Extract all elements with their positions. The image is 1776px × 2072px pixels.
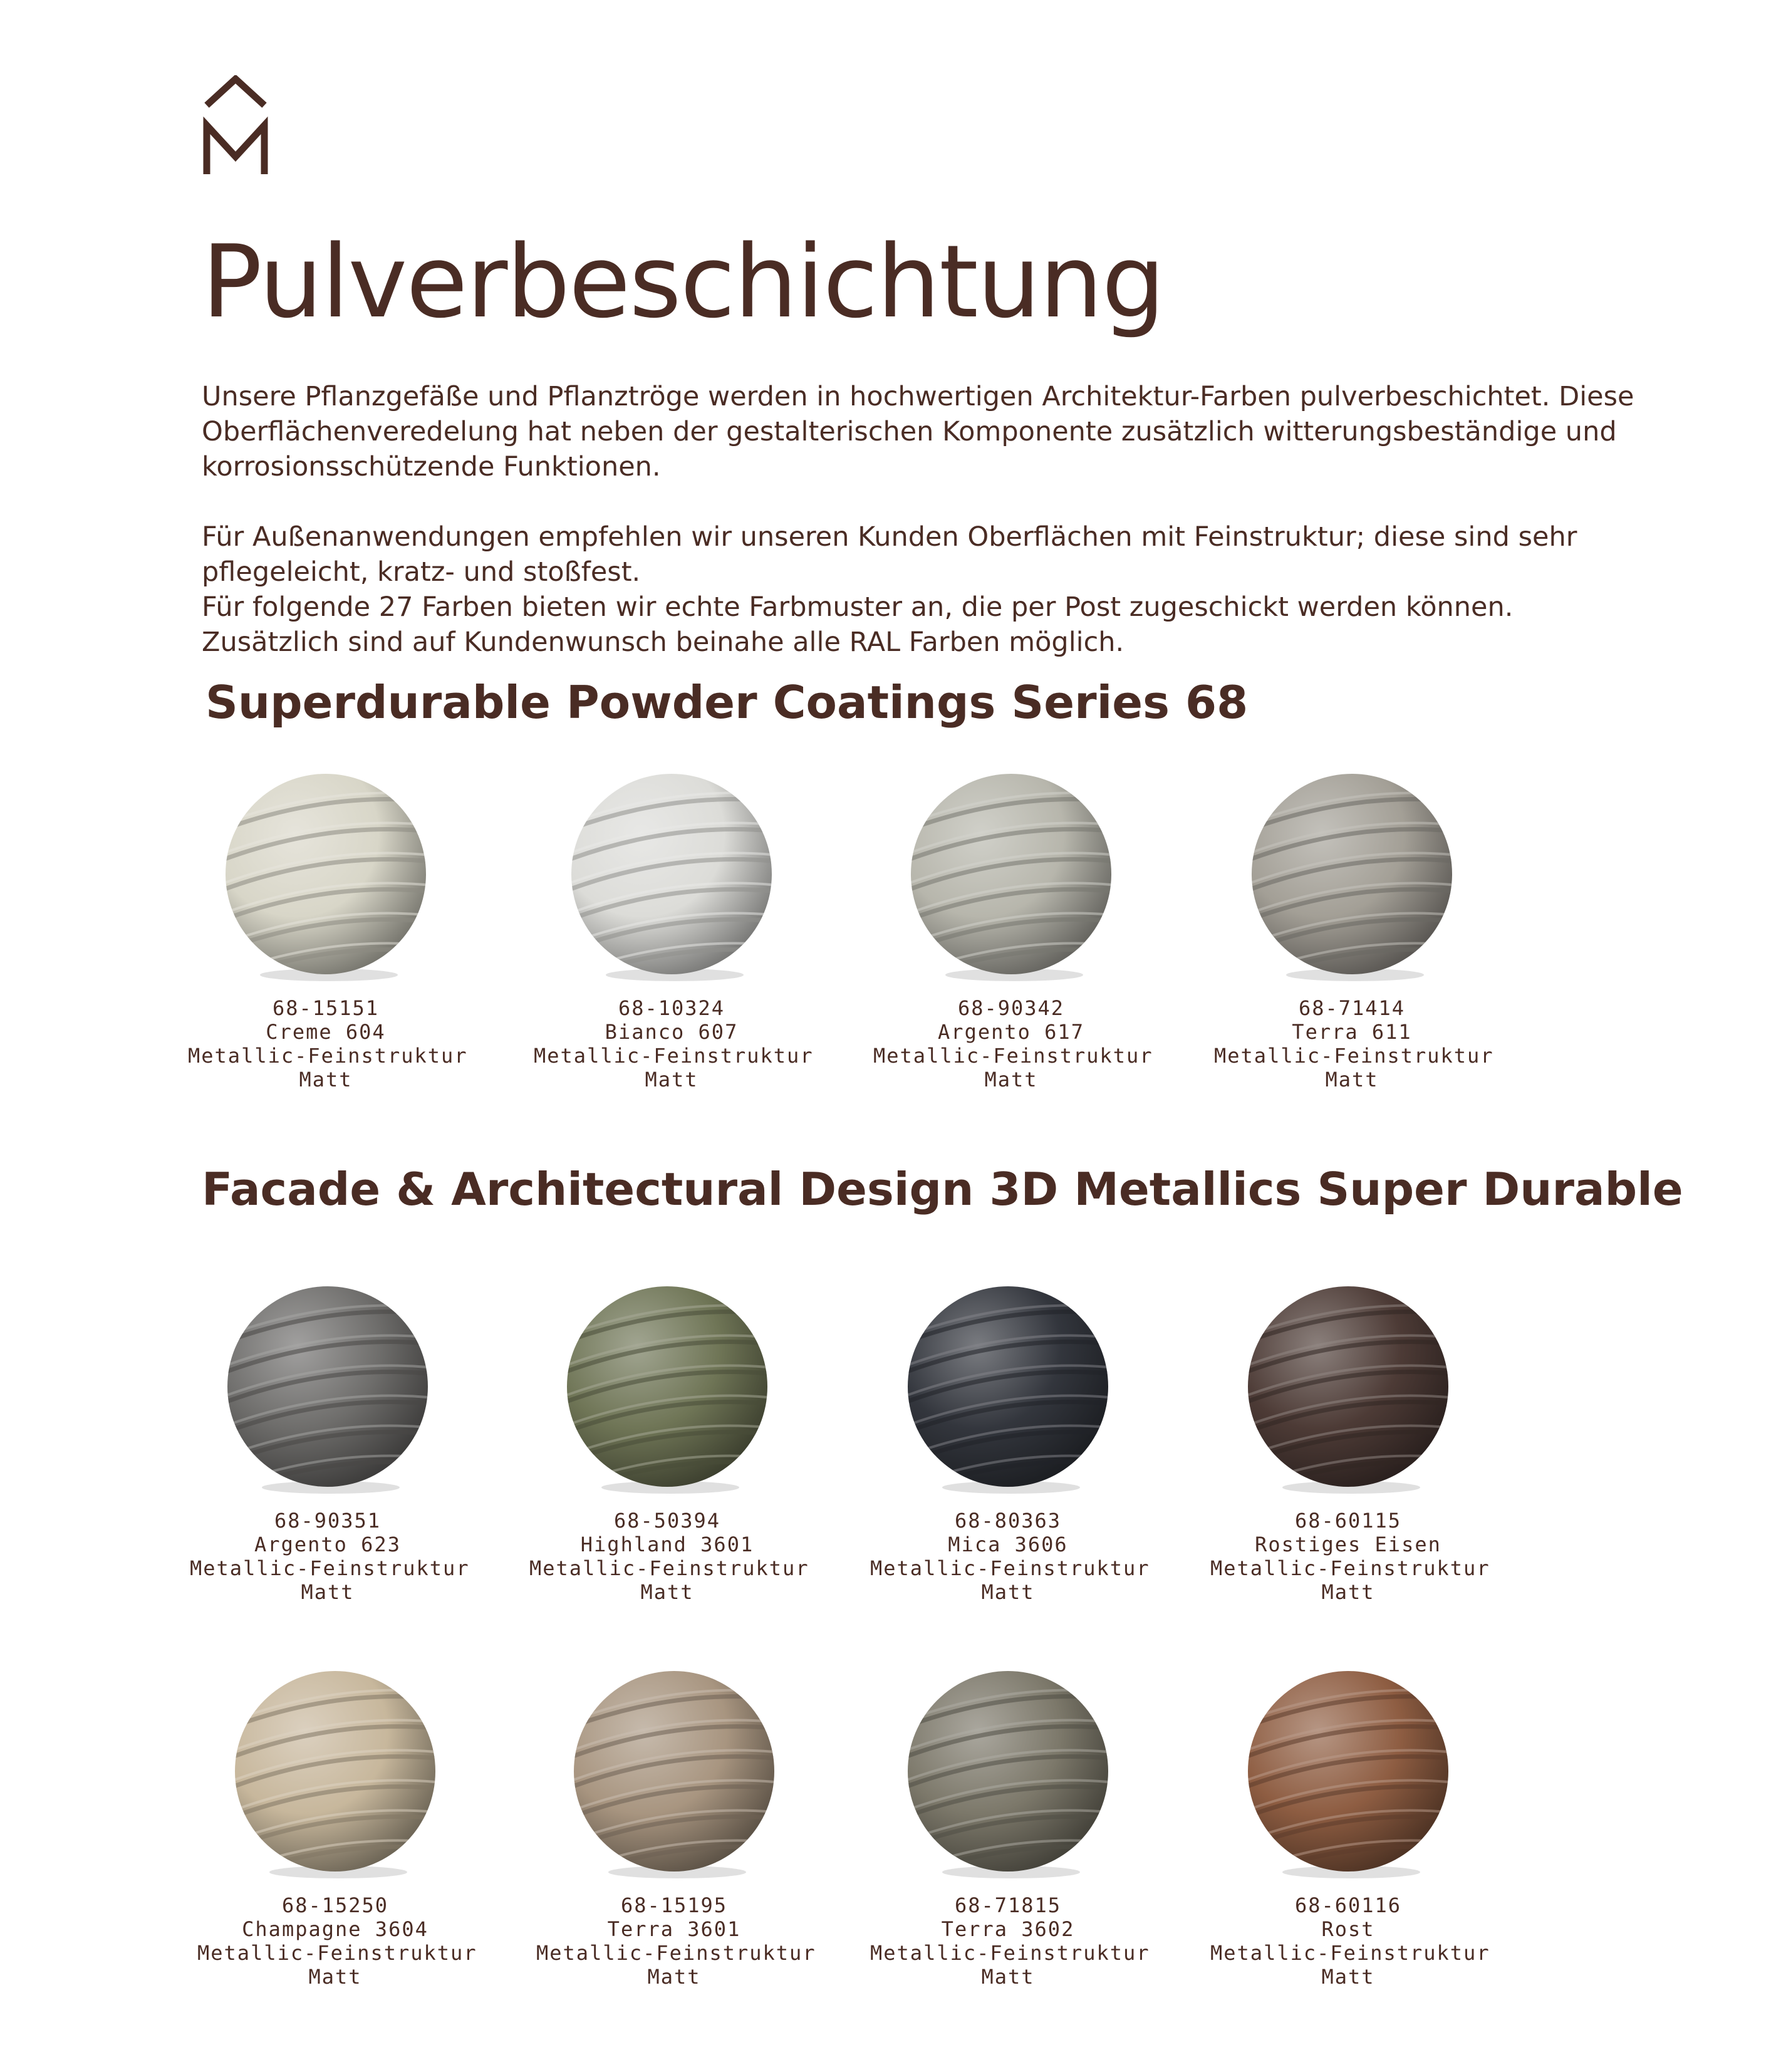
swatch-finish: Matt <box>981 1965 1035 1989</box>
swatch-finish: Matt <box>640 1580 694 1604</box>
swatch-sphere <box>901 1668 1114 1881</box>
swatch-texture: Metallic-Feinstruktur <box>197 1941 477 1965</box>
swatch-name: Highland 3601 <box>580 1533 754 1556</box>
swatch-sphere <box>1242 1283 1455 1496</box>
swatch-name: Argento 617 <box>938 1020 1084 1044</box>
intro-paragraph-2 <box>202 519 1643 660</box>
swatch-code: 68-15195 <box>620 1893 728 1917</box>
swatch-sphere <box>568 1668 781 1881</box>
swatch-finish: Matt <box>645 1068 698 1091</box>
swatch-card <box>1214 771 1494 1091</box>
am-monogram-logo <box>202 75 269 175</box>
swatch-texture: Metallic-Feinstruktur <box>536 1941 816 1965</box>
swatch-finish: Matt <box>299 1068 353 1091</box>
swatch-label <box>536 1893 816 1989</box>
swatch-texture: Metallic-Feinstruktur <box>873 1044 1153 1068</box>
section-title-series-68: Superdurable Powder Coatings Series 68 <box>205 676 1249 729</box>
swatch-label <box>197 1893 477 1989</box>
swatch-card <box>197 1668 477 1989</box>
swatch-name: Champagne 3604 <box>242 1917 428 1941</box>
swatch-texture: Metallic-Feinstruktur <box>188 1044 468 1068</box>
swatch-texture: Metallic-Feinstruktur <box>870 1941 1150 1965</box>
swatch-label <box>188 996 468 1091</box>
swatch-label <box>529 1509 809 1604</box>
swatch-finish: Matt <box>984 1068 1038 1091</box>
swatch-code: 68-15151 <box>272 996 380 1020</box>
intro-paragraph-1: Unsere Pflanzgefäße und Pflanztröge werden in hochwertigen Architektur-Farben pulverbeschichtet. Diese Oberflächenveredelung hat neben der gestalterischen Komponente zusätzlich witterungsbeständige und korrosionsschützende Funktionen. <box>202 381 1634 482</box>
swatch-finish: Matt <box>981 1580 1035 1604</box>
swatch-code: 68-71414 <box>1298 996 1406 1020</box>
page-title: Pulverbeschichtung <box>202 223 1165 340</box>
swatch-finish: Matt <box>301 1580 355 1604</box>
swatch-code: 68-80363 <box>954 1509 1062 1533</box>
section-title-facade-metallics: Facade & Architectural Design 3D Metallics Super Durable <box>202 1163 1683 1216</box>
swatch-label <box>870 1509 1150 1604</box>
swatch-sphere <box>905 771 1118 984</box>
swatch-texture: Metallic-Feinstruktur <box>1214 1044 1494 1068</box>
swatch-label <box>1210 1893 1490 1989</box>
swatch-sphere <box>229 1668 442 1881</box>
swatch-texture: Metallic-Feinstruktur <box>529 1556 809 1580</box>
swatch-code: 68-10324 <box>618 996 725 1020</box>
intro-text <box>202 379 1643 660</box>
swatch-finish: Matt <box>647 1965 701 1989</box>
swatch-label <box>1210 1509 1490 1604</box>
swatch-card <box>1210 1668 1490 1989</box>
swatch-texture: Metallic-Feinstruktur <box>870 1556 1150 1580</box>
swatch-name: Terra 611 <box>1292 1020 1412 1044</box>
swatch-card <box>190 1283 470 1604</box>
swatch-card <box>870 1668 1150 1989</box>
swatch-code: 68-50394 <box>613 1509 721 1533</box>
swatch-label <box>190 1509 470 1604</box>
swatch-finish: Matt <box>1325 1068 1379 1091</box>
swatch-name: Argento 623 <box>254 1533 401 1556</box>
intro-paragraph-2-line-2: Für folgende 27 Farben bieten wir echte Farbmuster an, die per Post zugeschickt werden können. Zusätzlich sind auf Kundenwunsch beinahe alle RAL Farben möglich. <box>202 591 1514 658</box>
swatch-label <box>1214 996 1494 1091</box>
swatch-code: 68-15250 <box>281 1893 389 1917</box>
swatch-sphere <box>221 1283 434 1496</box>
swatch-card <box>534 771 814 1091</box>
swatch-card <box>870 1283 1150 1604</box>
swatch-sphere <box>1245 771 1458 984</box>
swatch-code: 68-60116 <box>1294 1893 1402 1917</box>
swatch-name: Terra 3601 <box>607 1917 741 1941</box>
swatch-card <box>873 771 1153 1091</box>
swatch-name: Terra 3602 <box>941 1917 1075 1941</box>
swatch-label <box>870 1893 1150 1989</box>
swatch-card <box>536 1668 816 1989</box>
swatch-finish: Matt <box>308 1965 362 1989</box>
swatch-sphere <box>901 1283 1114 1496</box>
swatch-sphere <box>561 1283 774 1496</box>
swatch-name: Mica 3606 <box>948 1533 1068 1556</box>
swatch-sphere <box>1242 1668 1455 1881</box>
swatch-card <box>529 1283 809 1604</box>
swatch-sphere <box>219 771 432 984</box>
swatch-sphere <box>565 771 778 984</box>
swatch-finish: Matt <box>1321 1580 1375 1604</box>
swatch-code: 68-71815 <box>954 1893 1062 1917</box>
swatch-name: Creme 604 <box>266 1020 386 1044</box>
swatch-finish: Matt <box>1321 1965 1375 1989</box>
swatch-texture: Metallic-Feinstruktur <box>190 1556 470 1580</box>
swatch-code: 68-90342 <box>957 996 1065 1020</box>
swatch-texture: Metallic-Feinstruktur <box>534 1044 814 1068</box>
swatch-card <box>188 771 468 1091</box>
swatch-card <box>1210 1283 1490 1604</box>
swatch-label <box>873 996 1153 1091</box>
swatch-texture: Metallic-Feinstruktur <box>1210 1556 1490 1580</box>
swatch-label <box>534 996 814 1091</box>
intro-paragraph-2-line-1: Für Außenanwendungen empfehlen wir unseren Kunden Oberflächen mit Feinstruktur; diese sind sehr pflegeleicht, kratz- und stoßfest. <box>202 521 1577 588</box>
swatch-name: Bianco 607 <box>605 1020 739 1044</box>
swatch-code: 68-60115 <box>1294 1509 1402 1533</box>
swatch-name: Rostiges Eisen <box>1255 1533 1441 1556</box>
swatch-texture: Metallic-Feinstruktur <box>1210 1941 1490 1965</box>
swatch-name: Rost <box>1321 1917 1375 1941</box>
swatch-code: 68-90351 <box>274 1509 382 1533</box>
